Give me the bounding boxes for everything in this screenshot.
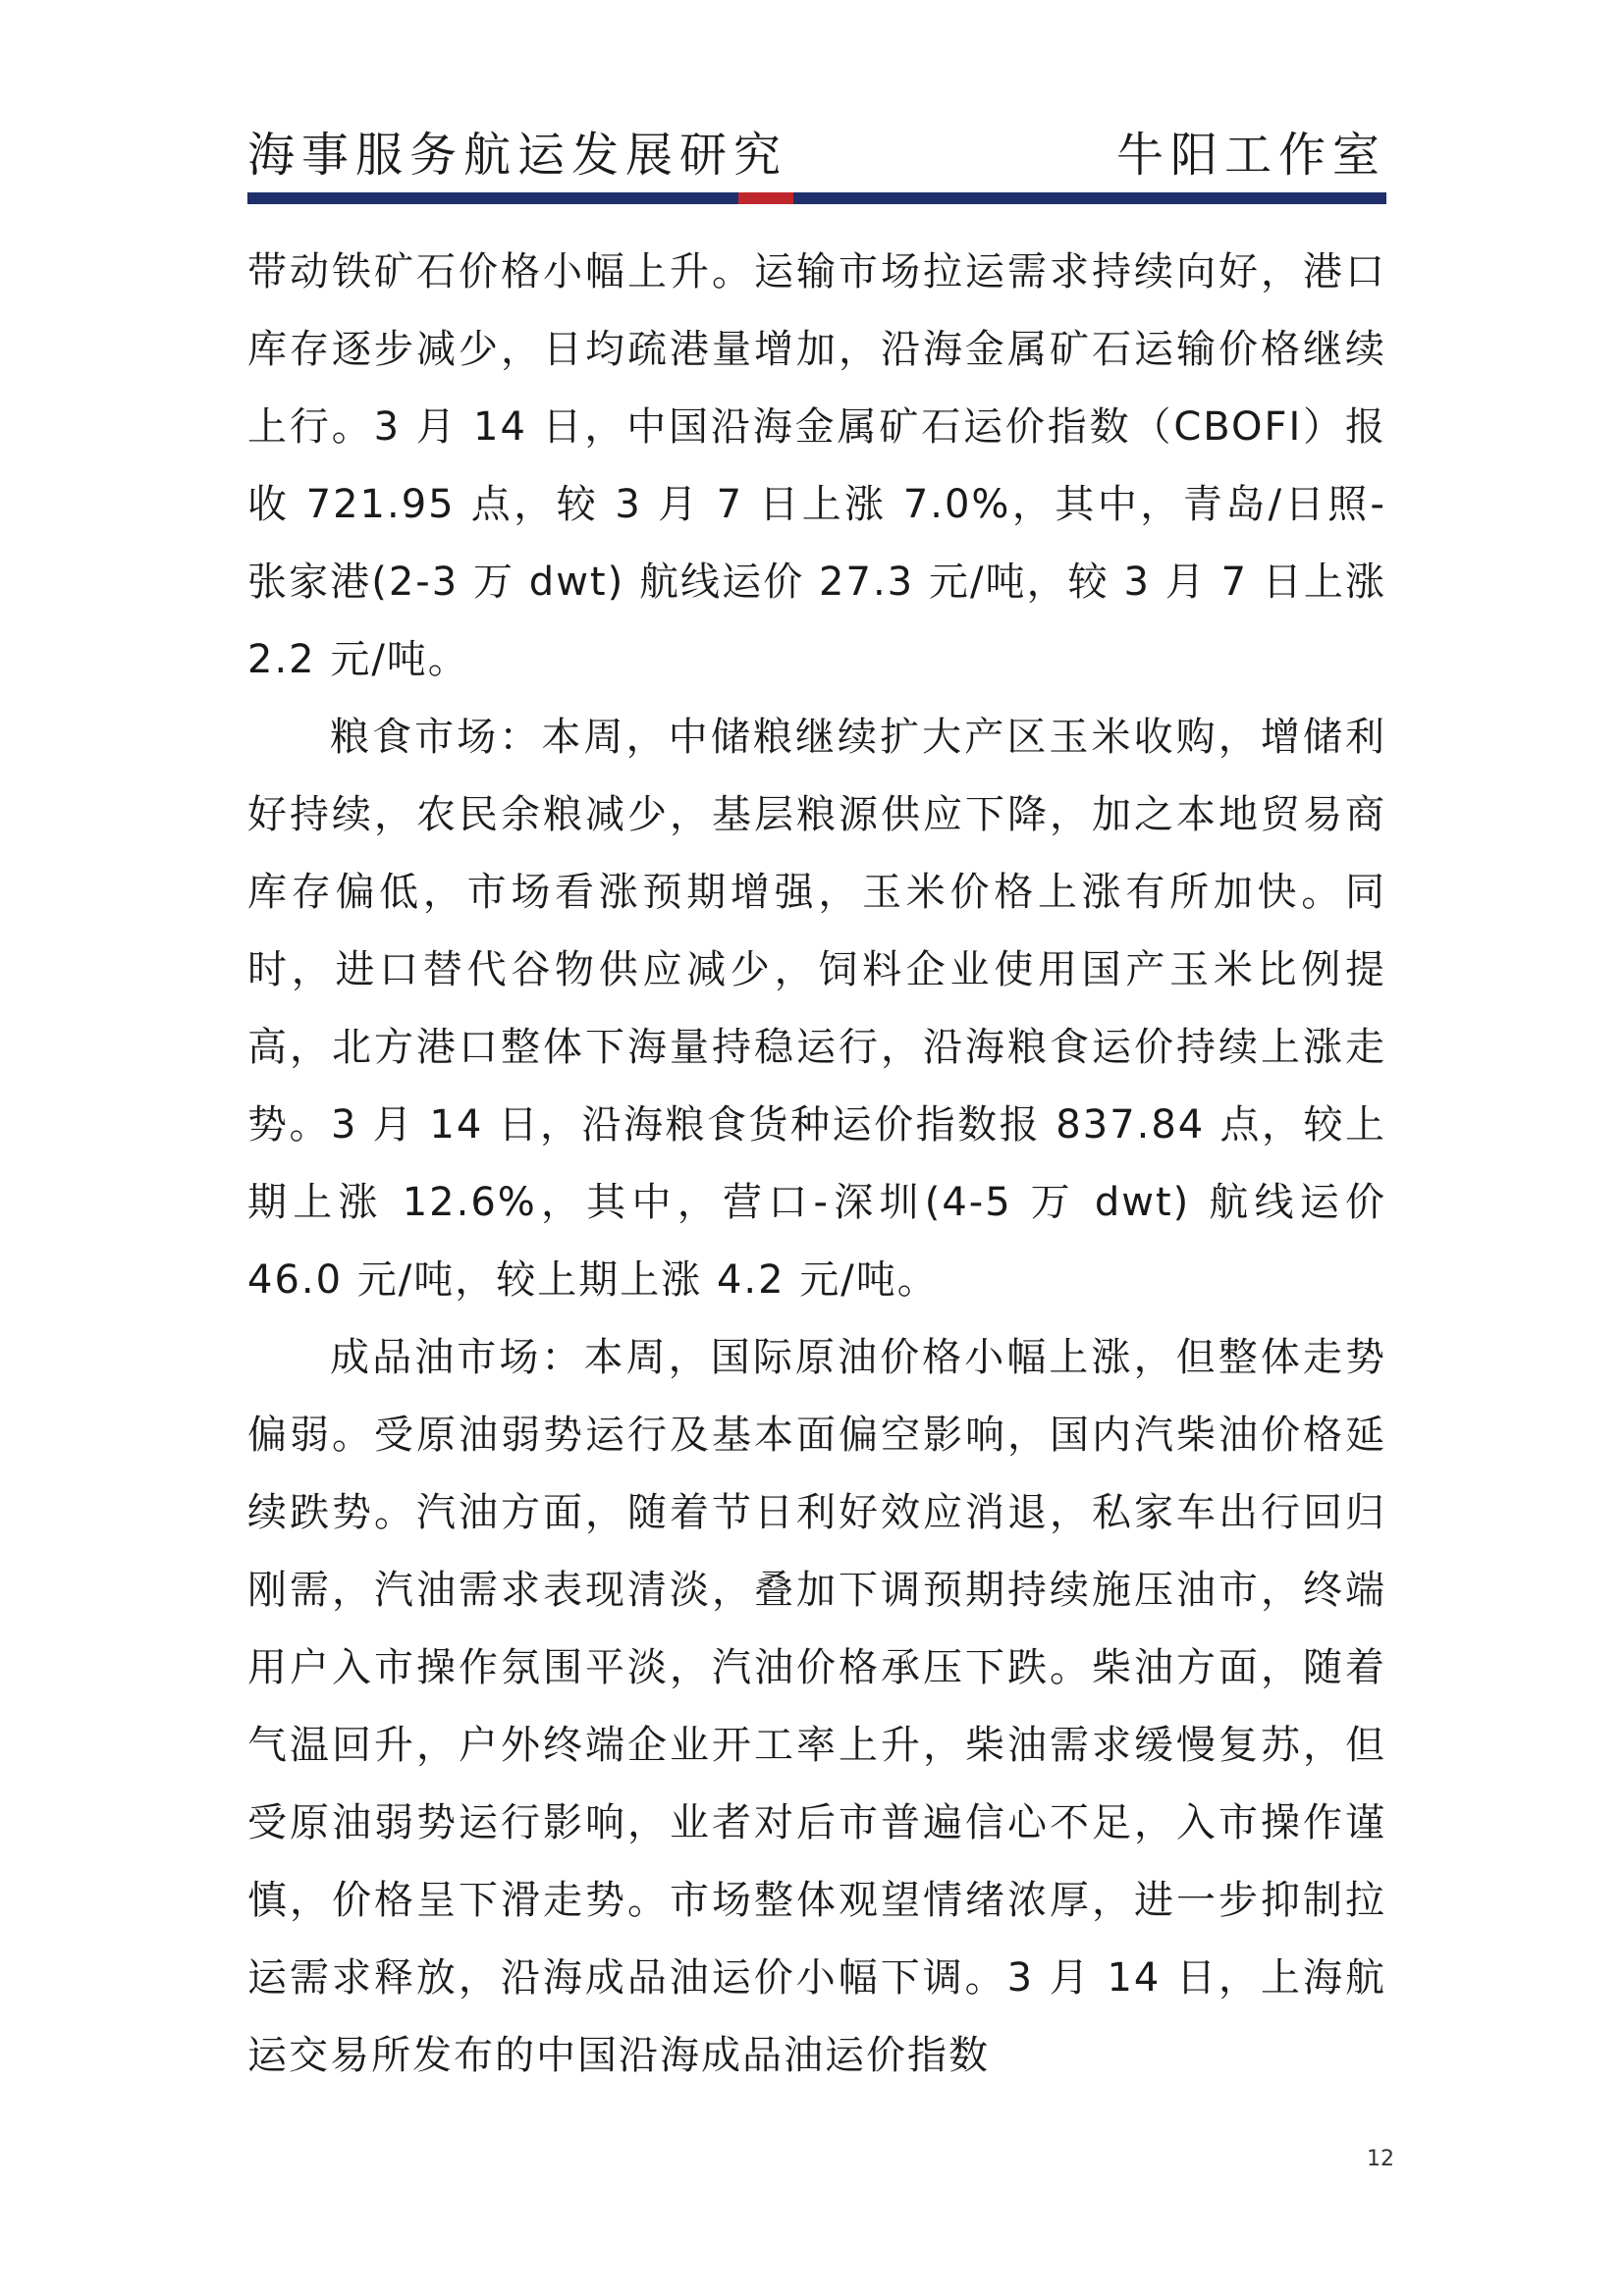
page-number: 12 — [1367, 2147, 1394, 2171]
header-left-title: 海事服务航运发展研究 — [247, 128, 788, 183]
header-right-title: 牛阳工作室 — [1115, 128, 1386, 183]
page-header — [247, 126, 1386, 185]
header-divider-blue-left — [247, 192, 738, 204]
header-divider — [247, 192, 1386, 204]
document-body — [247, 234, 1386, 2095]
header-divider-blue-right — [793, 192, 1386, 204]
paragraph-metal-ore: 带动铁矿石价格小幅上升。运输市场拉运需求持续向好，港口库存逐步减少，日均疏港量增加，沿海金属矿石运输价格继续上行。3 月 14 日，中国沿海金属矿石运价指数（CBOFI）报收 721.95 点，较 3 月 7 日上涨 7.0%，其中，青岛/日照-张家港(2-3 万 dwt) 航线运价 27.3 元/吨，较 3 月 7 日上涨 2.2 元/吨。 — [247, 249, 1386, 682]
header-divider-red-accent — [738, 192, 793, 204]
paragraph-refined-oil-market: 成品油市场：本周，国际原油价格小幅上涨，但整体走势偏弱。受原油弱势运行及基本面偏空影响，国内汽柴油价格延续跌势。汽油方面，随着节日利好效应消退，私家车出行回归刚需，汽油需求表现清淡，叠加下调预期持续施压油市，终端用户入市操作氛围平淡，汽油价格承压下跌。柴油方面，随着气温回升，户外终端企业开工率上升，柴油需求缓慢复苏，但受原油弱势运行影响，业者对后市普遍信心不足，入市操作谨慎，价格呈下滑走势。市场整体观望情绪浓厚，进一步抑制拉运需求释放，沿海成品油运价小幅下调。3 月 14 日，上海航运交易所发布的中国沿海成品油运价指数 — [247, 1335, 1386, 2078]
paragraph-grain-market: 粮食市场：本周，中储粮继续扩大产区玉米收购，增储利好持续，农民余粮减少，基层粮源供应下降，加之本地贸易商库存偏低，市场看涨预期增强，玉米价格上涨有所加快。同时，进口替代谷物供应减少，饲料企业使用国产玉米比例提高，北方港口整体下海量持稳运行，沿海粮食运价持续上涨走势。3 月 14 日，沿海粮食货种运价指数报 837.84 点，较上期上涨 12.6%，其中，营口-深圳(4-5 万 dwt) 航线运价 46.0 元/吨，较上期上涨 4.2 元/吨。 — [247, 715, 1386, 1303]
